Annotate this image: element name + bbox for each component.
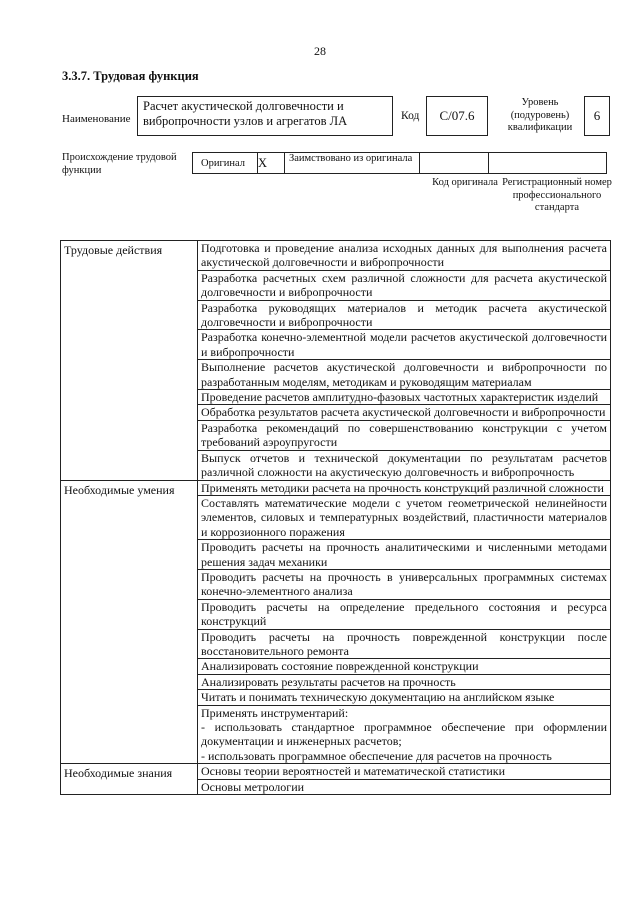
origin-label: Происхождение трудовой функции bbox=[62, 152, 177, 176]
original-mark: X bbox=[257, 152, 285, 174]
list-item: Обработка результатов расчета акустической долговечности и вибропрочности bbox=[198, 405, 611, 420]
list-item bbox=[198, 705, 611, 764]
page-number: 28 bbox=[314, 44, 326, 58]
item-line: - использовать стандартное программное обеспечение при оформлении документации и инженерных расчетов; bbox=[201, 720, 607, 749]
section-title-cell: Необходимые знания bbox=[61, 764, 198, 795]
list-item: Проводить расчеты на прочность в универсальных программных системах конечно-элементного анализа bbox=[198, 569, 611, 599]
section-title: 3.3.7. Трудовая функция bbox=[62, 69, 199, 83]
reg-number-label: Регистрационный номер профессионального стандарта bbox=[502, 177, 612, 213]
list-item: Читать и понимать техническую документацию на английском языке bbox=[198, 690, 611, 705]
code-original-label: Код оригинала bbox=[432, 177, 498, 188]
reg-number-cell bbox=[488, 152, 607, 174]
list-item: Применять методики расчета на прочность конструкций различной сложности bbox=[198, 480, 611, 495]
list-item: Выпуск отчетов и технической документации по результатам расчетов различной сложности на акустическую долговечность и вибропрочность bbox=[198, 450, 611, 480]
list-item: Проводить расчеты на прочность поврежденной конструкции после восстановительного ремонта bbox=[198, 629, 611, 659]
table-row bbox=[61, 241, 611, 271]
item-line: - использовать программное обеспечение для расчетов на прочность bbox=[201, 748, 552, 763]
item-line: Применять инструментарий: bbox=[201, 705, 349, 720]
table-row bbox=[61, 764, 611, 779]
function-table bbox=[60, 240, 611, 795]
list-item: Разработка руководящих материалов и методик расчета акустической долговечности и вибропрочности bbox=[198, 300, 611, 330]
name-label: Наименование bbox=[62, 113, 131, 125]
code-original-cell bbox=[419, 152, 489, 174]
list-item: Составлять математические модели с учетом геометрической нелинейности элементов, силовых и температурных воздействий, пластичности материалов и коррозионного поражения bbox=[198, 495, 611, 539]
section-title-cell: Трудовые действия bbox=[61, 241, 198, 481]
list-item: Анализировать результаты расчетов на прочность bbox=[198, 674, 611, 689]
function-code-field: C/07.6 bbox=[426, 96, 488, 136]
list-item: Основы теории вероятностей и математической статистики bbox=[198, 764, 611, 779]
list-item: Проводить расчеты на определение предельного состояния и ресурса конструкций bbox=[198, 599, 611, 629]
qualification-level-field: 6 bbox=[584, 96, 610, 136]
list-item: Основы метрологии bbox=[198, 779, 611, 794]
level-label: Уровень (подуровень) квалификации bbox=[507, 97, 573, 133]
original-label: Оригинал bbox=[192, 152, 258, 174]
list-item: Разработка конечно-элементной модели расчетов акустической долговечности и вибропрочности bbox=[198, 330, 611, 360]
section-title-cell: Необходимые умения bbox=[61, 480, 198, 764]
list-item: Разработка расчетных схем различной сложности для расчета акустической долговечности и вибропрочности bbox=[198, 270, 611, 300]
list-item: Выполнение расчетов акустической долговечности и вибропрочности по разработанным моделям, методикам и руководящим материалам bbox=[198, 360, 611, 390]
code-label: Код bbox=[401, 110, 420, 122]
origin-row bbox=[193, 152, 610, 174]
function-name-field: Расчет акустической долговечности и вибропрочности узлов и агрегатов ЛА bbox=[137, 96, 393, 136]
list-item: Подготовка и проведение анализа исходных данных для выполнения расчета акустической долговечности и вибропрочности bbox=[198, 241, 611, 271]
borrowed-label: Заимствовано из оригинала bbox=[284, 152, 420, 174]
table-row bbox=[61, 480, 611, 495]
list-item: Разработка рекомендаций по совершенствованию конструкции с учетом требований аэроупругости bbox=[198, 420, 611, 450]
list-item: Проведение расчетов амплитудно-фазовых частотных характеристик изделий bbox=[198, 390, 611, 405]
list-item: Анализировать состояние поврежденной конструкции bbox=[198, 659, 611, 674]
list-item: Проводить расчеты на прочность аналитическими и численными методами решения задач механики bbox=[198, 540, 611, 570]
